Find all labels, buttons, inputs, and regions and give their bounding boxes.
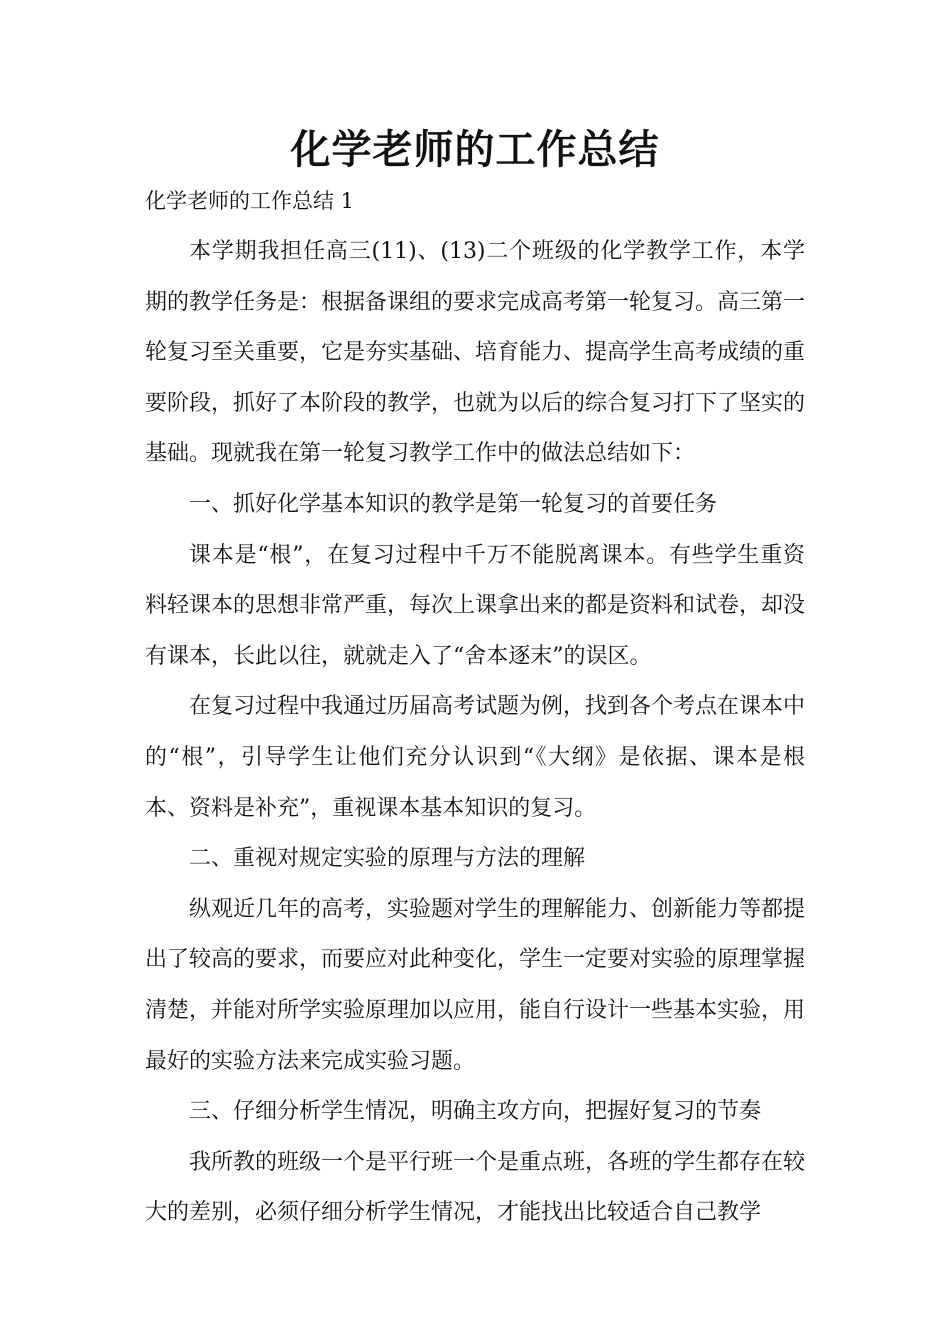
paragraph-review-process: 在复习过程中我通过历届高考试题为例，找到各个考点在课本中的“根”，引导学生让他们充分认识到“《大纲》是依据、课本是根本、资料是补充”，重视课本基本知识的复习。	[145, 694, 806, 821]
document-subtitle: 化学老师的工作总结 1	[145, 189, 355, 213]
section-heading-3: 三、仔细分析学生情况，明确主攻方向，把握好复习的节奏	[189, 1099, 762, 1125]
paragraph-students: 我所教的班级一个是平行班一个是重点班，各班的学生都存在较大的差别，必须仔细分析学生情况，才能找出比较适合自己教学	[145, 1149, 806, 1226]
section-heading-1: 一、抓好化学基本知识的教学是第一轮复习的首要任务	[189, 491, 718, 517]
paragraph-intro: 本学期我担任高三(11)、(13)二个班级的化学教学工作，本学期的教学任务是：根据备课组的要求完成高考第一轮复习。高三第一轮复习至关重要，它是夯实基础、培育能力、提高学生高考成绩的重要阶段，抓好了本阶段的教学，也就为以后的综合复习打下了坚实的基础。现就我在第一轮复习教学工作中的做法总结如下：	[145, 239, 806, 467]
paragraph-experiments: 纵观近几年的高考，实验题对学生的理解能力、创新能力等都提出了较高的要求，而要应对此种变化，学生一定要对实验的原理掌握清楚，并能对所学实验原理加以应用，能自行设计一些基本实验，用最好的实验方法来完成实验习题。	[145, 896, 806, 1074]
paragraph-textbook: 课本是“根”，在复习过程中千万不能脱离课本。有些学生重资料轻课本的思想非常严重，每次上课拿出来的都是资料和试卷，却没有课本，长此以往，就就走入了“舍本逐末”的误区。	[145, 542, 806, 669]
document-title: 化学老师的工作总结	[290, 127, 660, 173]
section-heading-2: 二、重视对规定实验的原理与方法的理解	[189, 846, 586, 872]
document-body	[145, 227, 805, 1239]
